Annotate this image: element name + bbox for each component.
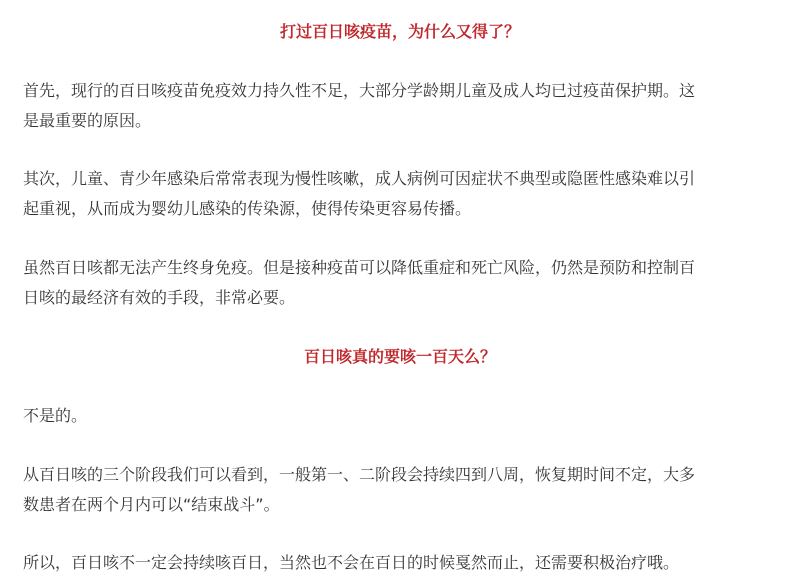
paragraph-three-stages xyxy=(23,460,773,520)
paragraph-line: 是最重要的原因。 xyxy=(23,111,152,130)
paragraph-answer xyxy=(23,401,773,431)
paragraph-line: 其次，儿童、青少年感染后常常表现为慢性咳嗽，成人病例可因症状不典型或隐匿性感染难以引 xyxy=(23,169,696,188)
paragraph-line: 首先，现行的百日咳疫苗免疫效力持久性不足，大部分学龄期儿童及成人均已过疫苗保护期。这 xyxy=(23,81,696,100)
section-heading-hundred-days-question: 百日咳真的要咳一百天么？ xyxy=(303,347,496,366)
paragraph-line: 数患者在两个月内可以“结束战斗”。 xyxy=(23,495,280,514)
paragraph-line: 起重视，从而成为婴幼儿感染的传染源，使得传染更容易传播。 xyxy=(23,199,472,218)
section-heading-vaccine-question: 打过百日咳疫苗，为什么又得了？ xyxy=(279,22,520,41)
paragraph-line: 所以，百日咳不一定会持续咳百日，当然也不会在百日的时候戛然而止，还需要积极治疗哦。 xyxy=(23,553,680,572)
paragraph-line: 从百日咳的三个阶段我们可以看到，一般第一、二阶段会持续四到八周，恢复期时间不定，大多 xyxy=(23,465,696,484)
paragraph-conclusion xyxy=(23,548,773,578)
paragraph-line: 日咳的最经济有效的手段，非常必要。 xyxy=(23,288,296,307)
paragraph-first-reason xyxy=(23,76,773,136)
paragraph-line: 不是的。 xyxy=(23,406,88,425)
paragraph-line: 虽然百日咳都无法产生终身免疫。但是接种疫苗可以降低重症和死亡风险，仍然是预防和控制百 xyxy=(23,258,696,277)
paragraph-second-reason xyxy=(23,164,773,224)
paragraph-vaccine-necessity xyxy=(23,253,773,313)
